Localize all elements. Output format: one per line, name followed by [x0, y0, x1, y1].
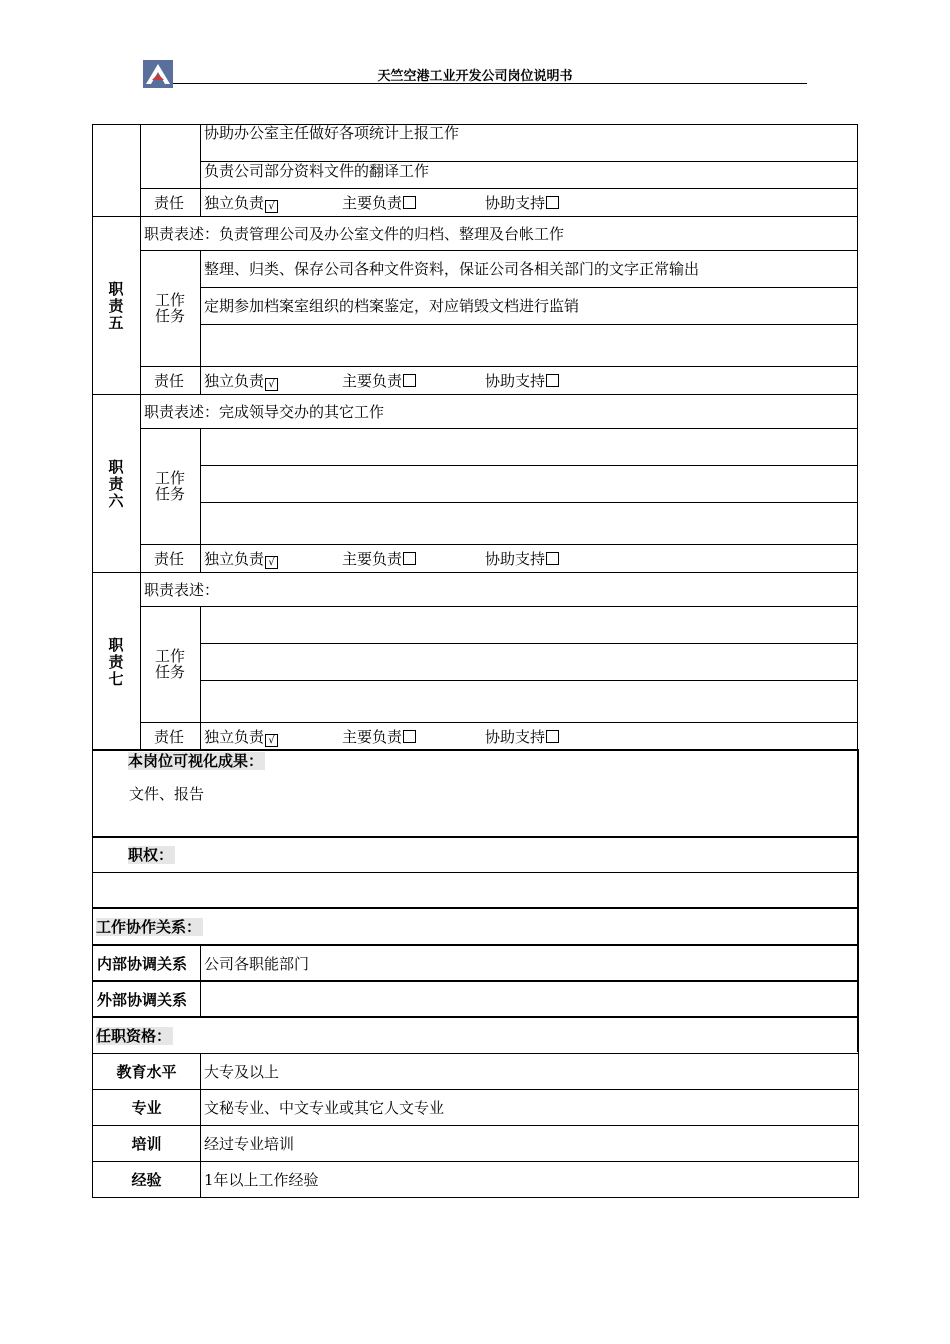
checkbox-assist[interactable]: [546, 374, 559, 387]
checkbox-assist[interactable]: [546, 196, 559, 209]
checkbox-assist[interactable]: [546, 730, 559, 743]
option-main-label: 主要负责: [342, 550, 403, 568]
header-divider: [173, 83, 807, 84]
checkbox-main[interactable]: [403, 374, 416, 387]
qualifications-heading: 任职资格：: [96, 1027, 172, 1045]
responsibility-options: [204, 728, 546, 747]
responsibility-options: [204, 194, 546, 213]
option-independent-label: 独立负责: [204, 194, 265, 212]
task-item: 定期参加档案室组织的档案鉴定，对应销毁文档进行监销: [204, 297, 580, 315]
option-independent-label: 独立负责: [204, 372, 265, 390]
qualification-value: 经过专业培训: [204, 1135, 295, 1153]
task-label: 工作 任务: [154, 469, 185, 503]
checkbox-independent[interactable]: √: [265, 200, 278, 213]
document-title: 天竺空港工业开发公司岗位说明书: [377, 69, 573, 84]
duty-six-label: 职 责 六: [108, 458, 124, 510]
option-assist-label: 协助支持: [485, 372, 546, 390]
option-assist-label: 协助支持: [485, 728, 546, 746]
responsibility-label: 责任: [154, 372, 185, 390]
checkbox-independent[interactable]: √: [265, 378, 278, 391]
responsibility-label: 责任: [154, 550, 185, 568]
task-item: 协助办公室主任做好各项统计上报工作: [204, 124, 460, 142]
authority-heading: 职权：: [128, 846, 174, 864]
option-main-label: 主要负责: [342, 194, 403, 212]
checkbox-main[interactable]: [403, 730, 416, 743]
checkbox-independent[interactable]: √: [265, 556, 278, 569]
task-label: 工作 任务: [154, 647, 185, 681]
task-item: 负责公司部分资料文件的翻译工作: [204, 162, 430, 180]
checkbox-independent[interactable]: √: [265, 734, 278, 747]
responsibility-label: 责任: [154, 728, 185, 746]
internal-relations-label: 内部协调关系: [97, 955, 188, 973]
qualification-label: 专业: [131, 1099, 162, 1117]
option-independent-label: 独立负责: [204, 550, 265, 568]
relations-heading: 工作协作关系：: [96, 918, 202, 936]
duty-seven-label: 职 责 七: [108, 636, 124, 688]
responsibility-label: 责任: [154, 194, 185, 212]
qualification-label: 培训: [131, 1135, 162, 1153]
duty-six-description: 职责表述：完成领导交办的其它工作: [144, 403, 385, 421]
option-main-label: 主要负责: [342, 728, 403, 746]
option-independent-label: 独立负责: [204, 728, 265, 746]
qualification-value: 1年以上工作经验: [204, 1171, 319, 1189]
qualification-label: 教育水平: [116, 1063, 177, 1081]
results-value: 文件、报告: [129, 785, 205, 803]
option-assist-label: 协助支持: [485, 194, 546, 212]
internal-relations-value: 公司各职能部门: [204, 955, 310, 973]
checkbox-assist[interactable]: [546, 552, 559, 565]
page-header: [143, 60, 807, 88]
task-item: 整理、归类、保存公司各种文件资料，保证公司各相关部门的文字正常输出: [204, 260, 700, 278]
responsibility-options: [204, 372, 546, 391]
qualification-value: 文秘专业、中文专业或其它人文专业: [204, 1099, 445, 1117]
checkbox-main[interactable]: [403, 196, 416, 209]
option-assist-label: 协助支持: [485, 550, 546, 568]
duty-five-description: 职责表述：负责管理公司及办公室文件的归档、整理及台帐工作: [144, 225, 565, 243]
results-heading: 本岗位可视化成果：: [128, 752, 264, 770]
duty-five-label: 职 责 五: [108, 280, 124, 332]
duty-seven-description: 职责表述：: [144, 581, 220, 599]
responsibility-options: [204, 550, 546, 569]
qualification-label: 经验: [131, 1171, 162, 1189]
option-main-label: 主要负责: [342, 372, 403, 390]
checkbox-main[interactable]: [403, 552, 416, 565]
qualification-value: 大专及以上: [204, 1063, 280, 1081]
task-label: 工作 任务: [154, 291, 185, 325]
external-relations-label: 外部协调关系: [97, 991, 188, 1009]
